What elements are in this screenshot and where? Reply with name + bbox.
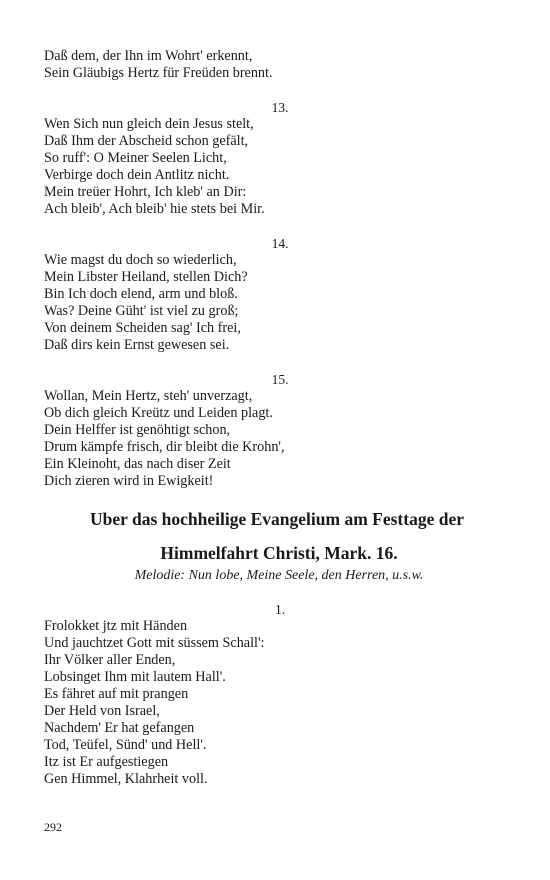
verse-line: Nachdem' Er hat gefangen <box>44 720 195 736</box>
verse-line: Ob dich gleich Kreütz und Leiden plagt. <box>44 405 273 421</box>
verse-line: Von deinem Scheiden sag' Ich frei, <box>44 320 241 336</box>
verse-line: Und jauchtzet Gott mit süssem Schall': <box>44 635 265 651</box>
verse-line: So ruff': O Meiner Seelen Licht, <box>44 150 227 166</box>
verse-line: Daß Ihm der Abscheid schon gefält, <box>44 133 249 149</box>
stanza-13 <box>44 99 514 218</box>
page-number: 292 <box>44 820 62 834</box>
verse-line: Lobsinget Ihm mit lautem Hall'. <box>44 669 226 685</box>
melody-note: Melodie: Nun lobe, Meine Seele, den Herren, u.s.w. <box>134 568 424 583</box>
verse-line: Daß dem, der Ihn im Wohrt' erkennt, <box>44 48 253 64</box>
verse-line: Verbirge doch dein Antlitz nicht. <box>44 167 230 183</box>
verse-line: Wollan, Mein Hertz, steh' unverzagt, <box>44 388 253 404</box>
verse-line: Ihr Völker aller Enden, <box>44 652 176 668</box>
verse-line: Dein Helffer ist genöhtigt schon, <box>44 422 231 438</box>
stanza-number: 14. <box>271 236 289 251</box>
stanza-number: 1. <box>274 602 286 617</box>
section-title-line-1: Uber das hochheilige Evangelium am Festtage der <box>90 509 464 529</box>
verse-line: Daß dirs kein Ernst gewesen sei. <box>44 337 230 353</box>
stanza-gap <box>44 82 514 99</box>
stanza-15 <box>44 371 514 490</box>
verse-line: Drum kämpfe frisch, dir bleibt die Krohn', <box>44 439 285 455</box>
verse-line: Wen Sich nun gleich dein Jesus stelt, <box>44 116 254 132</box>
verse-line: Sein Gläubigs Hertz für Freüden brennt. <box>44 65 273 81</box>
stanza-number: 13. <box>271 100 289 115</box>
verse-line: Es fähret auf mit prangen <box>44 686 189 702</box>
verse-line: Tod, Teüfel, Sünd' und Hell'. <box>44 737 207 753</box>
verse-line: Ein Kleinoht, das nach diser Zeit <box>44 456 231 472</box>
stanza-gap <box>44 584 514 601</box>
section-title-line-2: Himmelfahrt Christi, Mark. 16. <box>160 543 398 563</box>
verse-line: Was? Deine Güht' ist viel zu groß; <box>44 303 239 319</box>
verse-line: Frolokket jtz mit Händen <box>44 618 188 634</box>
stanza-number: 15. <box>271 372 289 387</box>
verse-line: Der Held von Israel, <box>44 703 160 719</box>
page-body <box>44 48 514 788</box>
stanza-1 <box>44 601 514 788</box>
verse-line: Ach bleib', Ach bleib' hie stets bei Mir. <box>44 201 265 217</box>
stanza-12-tail <box>44 48 514 82</box>
stanza-gap <box>44 354 514 371</box>
verse-line: Bin Ich doch elend, arm und bloß. <box>44 286 238 302</box>
verse-line: Wie magst du doch so wiederlich, <box>44 252 237 268</box>
verse-line: Mein Libster Heiland, stellen Dich? <box>44 269 248 285</box>
verse-line: Dich zieren wird in Ewigkeit! <box>44 473 214 489</box>
verse-line: Itz ist Er aufgestiegen <box>44 754 169 770</box>
stanza-gap <box>44 218 514 235</box>
verse-line: Gen Himmel, Klahrheit voll. <box>44 771 208 787</box>
verse-line: Mein treüer Hohrt, Ich kleb' an Dir: <box>44 184 247 200</box>
stanza-14 <box>44 235 514 354</box>
